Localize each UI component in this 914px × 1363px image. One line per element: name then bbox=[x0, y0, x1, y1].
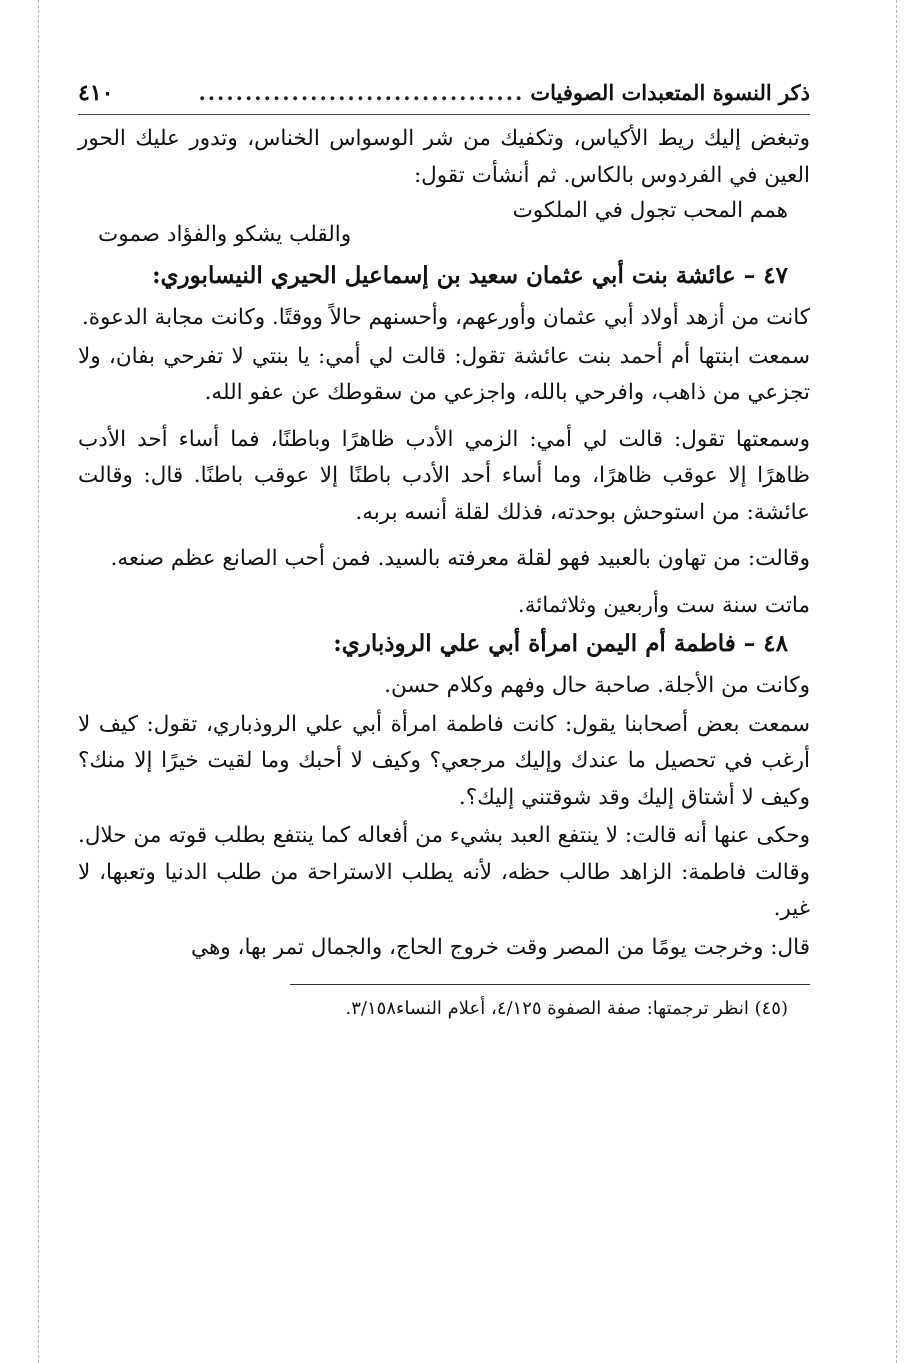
entry-name: فاطمة أم اليمن امرأة أبي علي الروذباري: bbox=[333, 630, 736, 657]
page-edge-guide-right bbox=[896, 0, 897, 1363]
paragraph: سمعت ابنتها أم أحمد بنت عائشة تقول: قالت لي أمي: يا بنتي لا تفرحي بفان، ولا تجزعي من ذاهب، وافرحي بالله، واجزعي من سقوطك عن عفو الله. bbox=[78, 343, 810, 405]
page-edge-guide-left bbox=[38, 0, 39, 1363]
paragraph: وسمعتها تقول: قالت لي أمي: الزمي الأدب ظاهرًا وباطنًا، فما أساء أحد الأدب ظاهرًا إلا عوقب ظاهرًا، وما أساء أحد الأدب باطنًا إلا عوقب باطنًا. قال: وقالت عائشة: من استوحش بوحدته، فذلك لقلة أنسه بربه. bbox=[78, 426, 810, 525]
verse-second-hemistich: والقلب يشكو والفؤاد صموت bbox=[98, 222, 352, 247]
paragraph: سمعت بعض أصحابنا يقول: كانت فاطمة امرأة أبي علي الروذباري، تقول: كيف لا أرغب في تحصيل ما عندك وإليك مرجعي؟ وكيف لا أحبك وما لقيت خيرًا إلا منك؟ وكيف لا أشتاق إليك وقد شوقتني إليك؟. bbox=[78, 711, 810, 810]
paragraph: قال: وخرجت يومًا من المصر وقت خروج الحاج، والجمال تمر بها، وهي bbox=[191, 934, 810, 960]
paragraph: وقالت: من تهاون بالعبيد فهو لقلة معرفته بالسيد. فمن أحب الصانع عظم صنعه. bbox=[110, 546, 810, 571]
running-title: ذكر النسوة المتعبدات الصوفيات bbox=[530, 80, 810, 105]
entry-heading-47 bbox=[78, 258, 810, 294]
entry-heading-48 bbox=[78, 626, 810, 662]
running-header bbox=[78, 78, 810, 115]
entry-name: عائشة بنت أبي عثمان سعيد بن إسماعيل الحيري النيسابوري: bbox=[152, 262, 736, 289]
header-leader-dots: ................................... bbox=[198, 80, 525, 105]
entry-number: ٤٨ – bbox=[743, 630, 788, 657]
paragraph: كانت من أزهد أولاد أبي عثمان وأورعهم، وأحسنهم حالاً ووقتًا. وكانت مجابة الدعوة. bbox=[81, 305, 810, 330]
book-page bbox=[78, 78, 810, 1023]
entry-number: ٤٧ – bbox=[743, 262, 788, 289]
footnote-divider bbox=[290, 984, 810, 985]
paragraph: وتبغض إليك ريط الأكياس، وتكفيك من شر الوسواس الخناس، وتدور عليك الحور العين في الفردوس بالكاس. ثم أنشأت تقول: bbox=[78, 126, 810, 188]
poem-verse bbox=[78, 196, 810, 254]
paragraph: وحكى عنها أنه قالت: لا ينتفع العبد بشيء من أفعاله كما ينتفع بطلب قوته من حلال. وقالت فاطمة: الزاهد طالب حظه، لأنه يطلب الاستراحة من طلب الدنيا وتعبها، لا غير. bbox=[78, 823, 810, 921]
paragraph: ماتت سنة ست وأربعين وثلاثمائة. bbox=[517, 592, 810, 618]
paragraph: وكانت من الأجلة. صاحبة حال وفهم وكلام حسن. bbox=[384, 673, 810, 698]
page-body bbox=[78, 121, 810, 1023]
page-number: ٤١٠ bbox=[78, 80, 114, 106]
verse-first-hemistich: همم المحب تجول في الملكوت bbox=[512, 198, 788, 223]
footnote: (٤٥) انظر ترجمتها: صفة الصفوة ٤/١٢٥، أعلام النساء٣/١٥٨. bbox=[345, 998, 788, 1019]
